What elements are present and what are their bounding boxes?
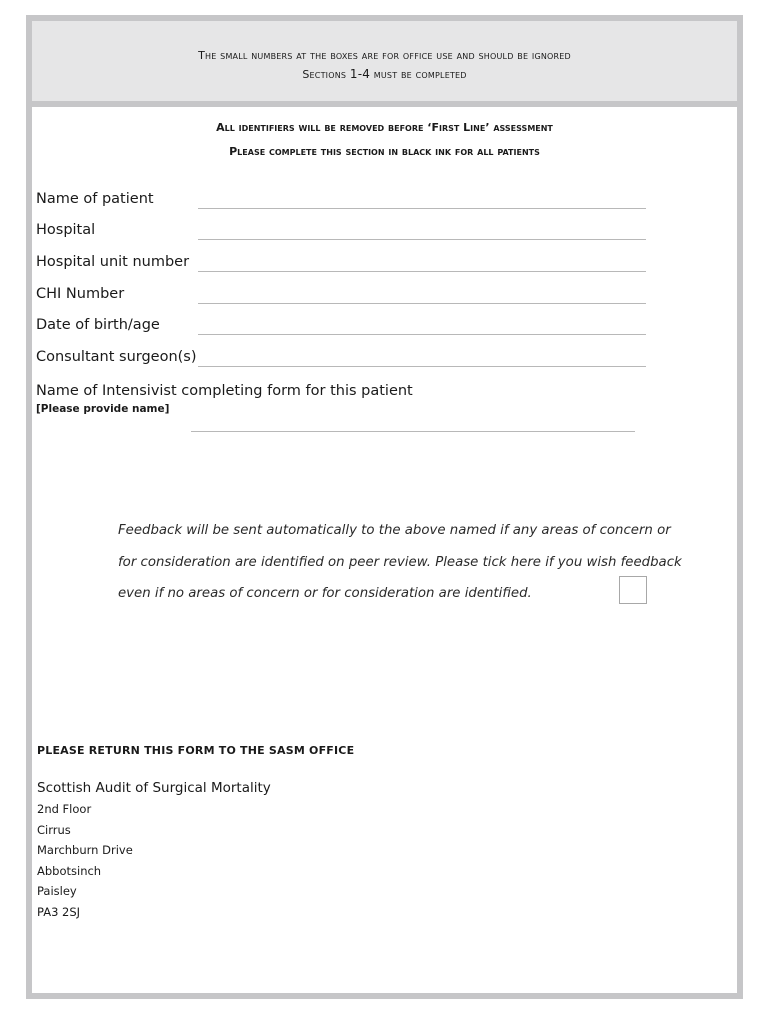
address-line: Cirrus — [37, 822, 71, 837]
field-name-of-patient — [36, 187, 646, 211]
feedback-note — [118, 515, 682, 610]
identifiers-heading: All identifiers will be removed before ‘First Line’ assessment — [216, 121, 553, 134]
section-headings — [32, 116, 737, 164]
address-line: Paisley — [37, 884, 77, 899]
hospital-unit-number-input[interactable] — [198, 271, 646, 272]
return-address — [37, 777, 271, 923]
intensivist-field — [36, 380, 646, 416]
field-hospital — [36, 218, 646, 242]
field-hospital-unit-number — [36, 250, 646, 274]
feedback-checkbox[interactable] — [619, 576, 647, 604]
date-of-birth-age-input[interactable] — [198, 334, 646, 335]
black-ink-heading: Please complete this section in black ink for all patients — [229, 145, 540, 158]
return-heading: PLEASE RETURN THIS FORM TO THE SASM OFFICE — [37, 744, 355, 757]
address-line: Marchburn Drive — [37, 843, 133, 858]
address-line: 2nd Floor — [37, 802, 92, 816]
intensivist-name-input[interactable] — [191, 431, 635, 432]
consultant-surgeons-input[interactable] — [198, 366, 646, 367]
name-of-patient-input[interactable] — [198, 208, 646, 209]
field-chi-number — [36, 282, 646, 306]
banner-line-office-use: The small numbers at the boxes are for office use and should be ignored — [198, 49, 571, 62]
address-organisation: Scottish Audit of Surgical Mortality — [37, 780, 271, 796]
feedback-line: even if no areas of concern or for consideration are identified. — [118, 586, 532, 601]
address-line: Abbotsinch — [37, 863, 102, 878]
banner-sections-number: 1-4 — [349, 67, 371, 81]
hospital-input[interactable] — [198, 239, 646, 240]
field-label: Hospital — [36, 222, 96, 238]
form-frame — [26, 15, 743, 999]
banner-sections-suffix: must be completed — [370, 68, 467, 81]
banner-line-sections — [32, 65, 737, 84]
field-label: Date of birth/age — [36, 317, 160, 333]
field-label: Hospital unit number — [36, 254, 190, 270]
banner-sections-prefix: Sections — [302, 68, 350, 81]
field-date-of-birth-age — [36, 313, 646, 337]
field-label: Consultant surgeon(s) — [36, 349, 197, 365]
feedback-line: Feedback will be sent automatically to the above named if any areas of concern or — [118, 523, 671, 538]
field-label: Name of patient — [36, 191, 154, 207]
intensivist-sublabel: [Please provide name] — [36, 403, 170, 415]
address-line: PA3 2SJ — [37, 904, 81, 919]
chi-number-input[interactable] — [198, 303, 646, 304]
intensivist-label: Name of Intensivist completing form for this patient — [36, 383, 413, 399]
field-label: CHI Number — [36, 286, 125, 302]
feedback-line: for consideration are identified on peer review. Please tick here if you wish feedback — [118, 554, 682, 570]
field-consultant-surgeons — [36, 345, 646, 369]
instructions-banner — [32, 21, 737, 107]
